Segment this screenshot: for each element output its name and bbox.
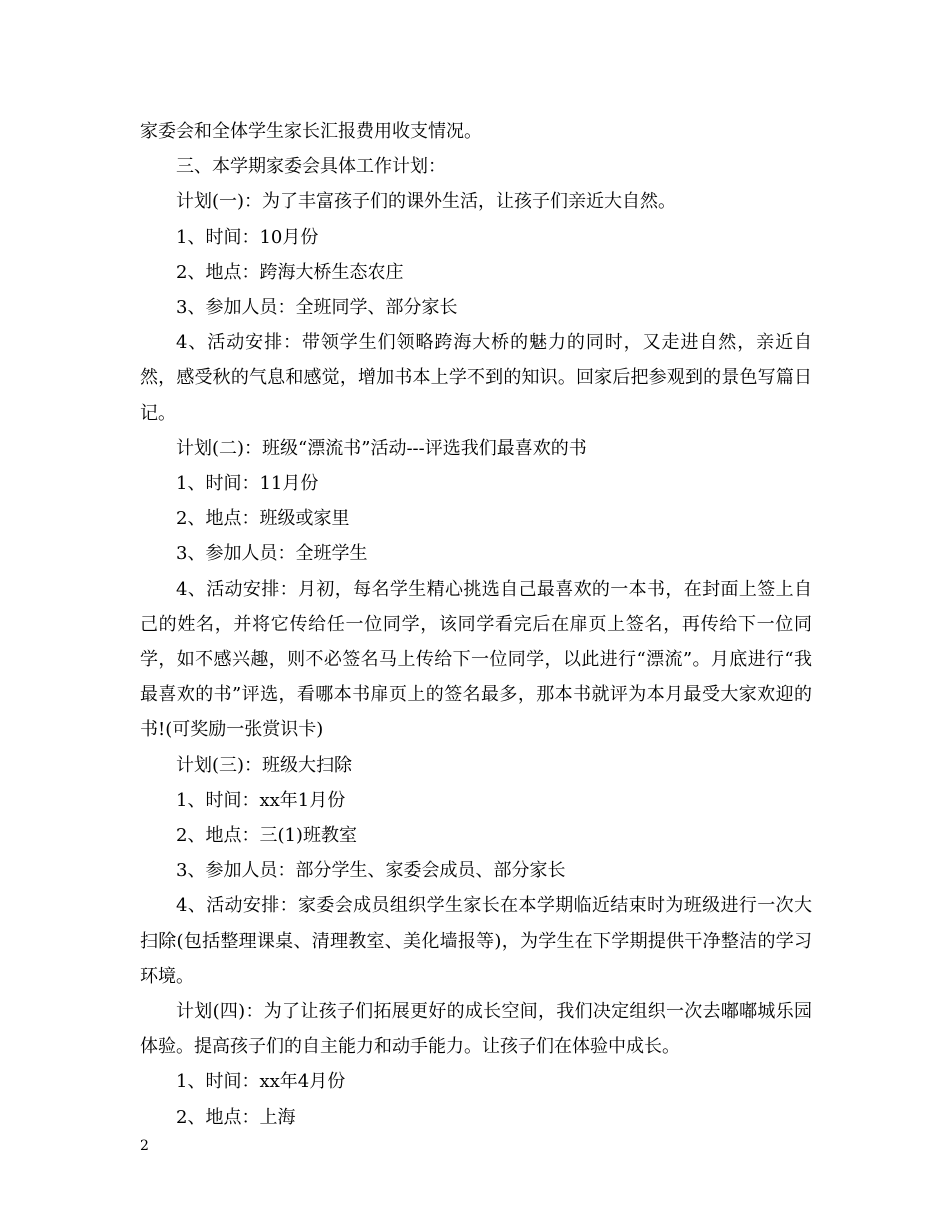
document-body	[140, 114, 812, 1135]
paragraph: 三、本学期家委会具体工作计划：	[176, 156, 446, 178]
paragraph: 2、地点：三(1)班教室	[176, 825, 357, 847]
paragraph: 1、时间：10月份	[176, 226, 319, 248]
paragraph: 计划(二)：班级“漂流书”活动---评选我们最喜欢的书	[176, 437, 587, 459]
paragraph: 计划(四)：为了让孩子们拓展更好的成长空间，我们决定组织一次去嘟嘟城乐园体验。提高孩子们的自主能力和动手能力。让孩子们在体验中成长。	[140, 1001, 812, 1058]
paragraph: 计划(三)：班级大扫除	[176, 754, 353, 776]
paragraph: 2、地点：跨海大桥生态农庄	[176, 261, 404, 283]
paragraph: 3、参加人员：全班学生	[176, 543, 368, 565]
paragraph: 3、参加人员：全班同学、部分家长	[176, 297, 458, 319]
paragraph: 4、活动安排：月初，每名学生精心挑选自己最喜欢的一本书，在封面上签上自己的姓名，并将它传给任一位同学，该同学看完后在扉页上签名，再传给下一位同学，如不感兴趣，则不必签名马上传给下一位同学，以此进行“漂流”。月底进行“我最喜欢的书”评选，看哪本书扉页上的签名最多，那本书就评为本月最受大家欢迎的书!(可奖励一张赏识卡)	[140, 578, 812, 741]
paragraph: 3、参加人员：部分学生、家委会成员、部分家长	[176, 860, 566, 882]
paragraph: 4、活动安排：带领学生们领略跨海大桥的魅力的同时，又走进自然，亲近自然，感受秋的气息和感觉，增加书本上学不到的知识。回家后把参观到的景色写篇日记。	[140, 332, 812, 424]
paragraph: 家委会和全体学生家长汇报费用收支情况。	[140, 121, 482, 142]
paragraph: 1、时间：11月份	[176, 473, 319, 495]
paragraph: 4、活动安排：家委会成员组织学生家长在本学期临近结束时为班级进行一次大扫除(包括整理课桌、清理教室、美化墙报等)，为学生在下学期提供干净整洁的学习环境。	[140, 895, 812, 987]
paragraph: 1、时间：xx年4月份	[176, 1071, 346, 1093]
paragraph: 1、时间：xx年1月份	[176, 789, 346, 811]
paragraph: 2、地点：上海	[176, 1106, 296, 1128]
page-number: 2	[140, 1138, 149, 1154]
paragraph: 计划(一)：为了丰富孩子们的课外生活，让孩子们亲近大自然。	[176, 191, 677, 213]
paragraph: 2、地点：班级或家里	[176, 508, 350, 530]
